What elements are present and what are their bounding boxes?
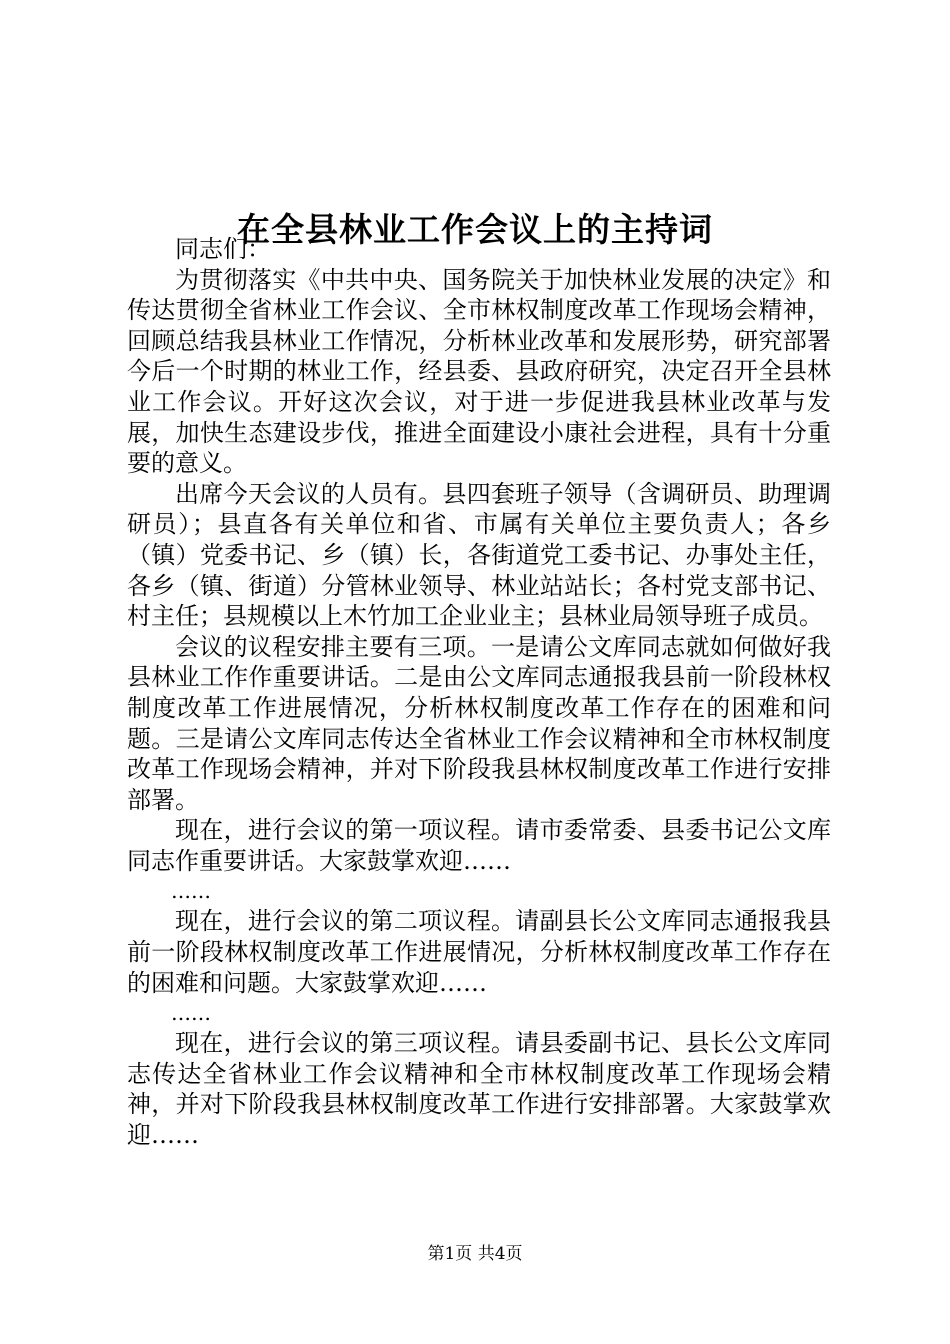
paragraph-agenda-item-3: 现在，进行会议的第三项议程。请县委副书记、县长公文库同志传达全省林业工作会议精神和全市林权制度改革工作现场会精神，并对下阶段我县林权制度改革工作进行安排部署。大家鼓掌欢迎…… (127, 1029, 831, 1150)
document-title: 在全县林业工作会议上的主持词 (237, 210, 713, 250)
paragraph-agenda: 会议的议程安排主要有三项。一是请公文库同志就如何做好我县林业工作作重要讲话。二是由公文库同志通报我县前一阶段林权制度改革工作进展情况，分析林权制度改革工作存在的困难和问题。三是请公文库同志传达全省林业工作会议精神和全市林权制度改革工作现场会精神，并对下阶段我县林权制度改革工作进行安排部署。 (127, 632, 831, 814)
ellipsis-separator: …… (171, 1001, 211, 1026)
document-body (127, 234, 831, 1151)
paragraph-agenda-item-1: 现在，进行会议的第一项议程。请市委常委、县委书记公文库同志作重要讲话。大家鼓掌欢迎…… (127, 816, 831, 875)
ellipsis-separator: …… (171, 879, 211, 904)
paragraph-purpose: 为贯彻落实《中共中央、国务院关于加快林业发展的决定》和传达贯彻全省林业工作会议、全市林权制度改革工作现场会精神，回顾总结我县林业工作情况，分析林业改革和发展形势，研究部署今后一个时期的林业工作，经县委、县政府研究，决定召开全县林业工作会议。开好这次会议，对于进一步促进我县林业改革与发展，加快生态建设步伐，推进全面建设小康社会进程，具有十分重要的意义。 (127, 265, 831, 478)
page-number-footer: 第1页 共4页 (427, 1244, 523, 1264)
salutation: 同志们： (175, 235, 271, 263)
paragraph-attendees: 出席今天会议的人员有。县四套班子领导（含调研员、助理调研员）；县直各有关单位和省、市属有关单位主要负责人；各乡（镇）党委书记、乡（镇）长，各街道党工委书记、办事处主任，各乡（镇、街道）分管林业领导、林业站站长；各村党支部书记、村主任；县规模以上木竹加工企业业主；县林业局领导班子成员。 (127, 479, 831, 631)
paragraph-agenda-item-2: 现在，进行会议的第二项议程。请副县长公文库同志通报我县前一阶段林权制度改革工作进展情况，分析林权制度改革工作存在的困难和问题。大家鼓掌欢迎…… (127, 907, 831, 997)
